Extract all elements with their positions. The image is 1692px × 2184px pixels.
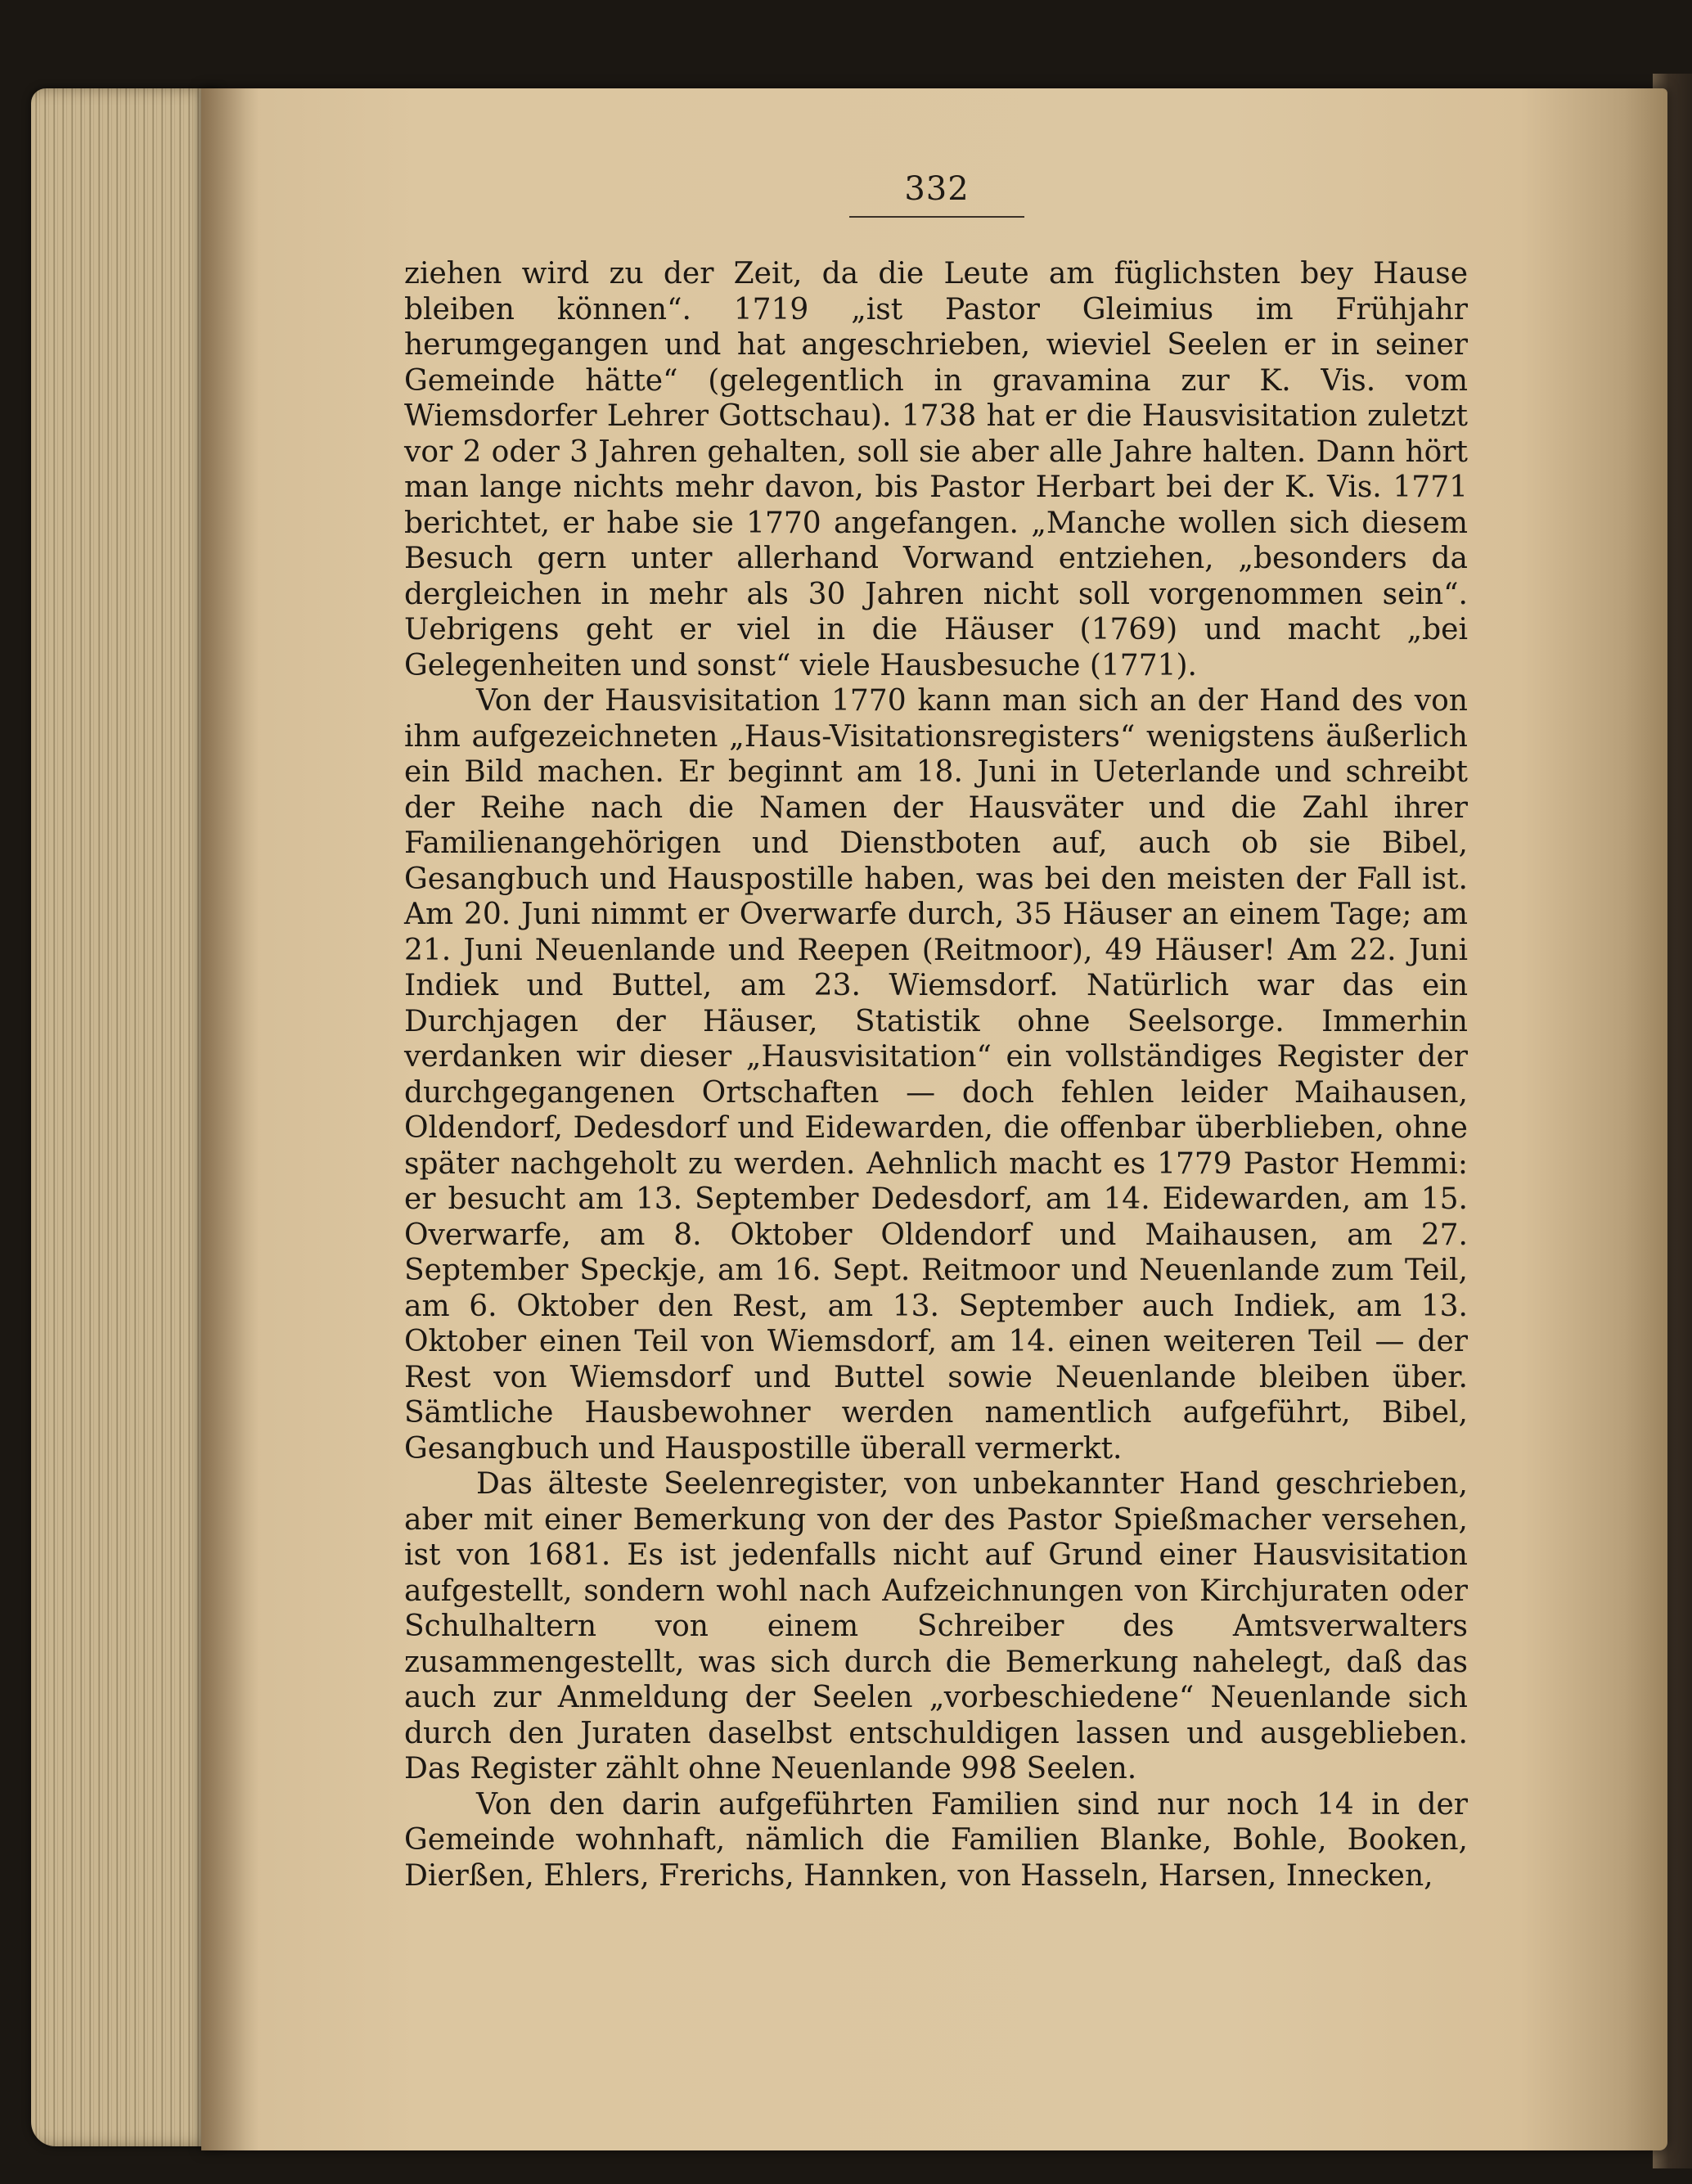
paragraph-1: ziehen wird zu der Zeit, da die Leute am füglichsten bey Hause bleiben können“. 1719 „ist Pastor Gleimius im Frühjahr herumgegangen und hat angeschrieben, wieviel Seelen er in seiner Gemeinde hätte“ (gelegentlich in gravamina zur K. Vis. vom Wiemsdorfer Lehrer Gottschau). 1738 hat er die Hausvisitation zuletzt vor 2 oder 3 Jahren gehalten, soll sie aber alle Jahre halten. Dann hört man lange nichts mehr davon, bis Pastor Herbart bei der K. Vis. 1771 berichtet, er habe sie 1770 angefangen. „Manche wollen sich diesem Besuch gern unter allerhand Vorwand entziehen, „besonders da dergleichen in mehr als 30 Jahren nicht soll vorgenommen sein“. Uebrigens geht er viel in die Häuser (1769) und macht „bei Gelegenheiten und sonst“ viele Hausbesuche (1771). bbox=[404, 257, 1468, 682]
paragraph-4: Von den darin aufgeführten Familien sind nur noch 14 in der Gemeinde wohnhaft, nämlich die Familien Blanke, Bohle, Booken, Dierßen, Ehlers, Frerichs, Hannken, von Hasseln, Harsen, Innecken, bbox=[404, 1787, 1468, 1893]
spine-shadow bbox=[201, 88, 259, 2150]
page-number: 332 bbox=[904, 170, 970, 208]
paragraph-3: Das älteste Seelenregister, von unbekannter Hand geschrieben, aber mit einer Bemerkung von der des Pastor Spießmacher versehen, ist von 1681. Es ist jedenfalls nicht auf Grund einer Hausvisitation aufgestellt, sondern wohl nach Aufzeichnungen von Kirchjuraten oder Schulhaltern von einem Schreiber des Amtsverwalters zusammengestellt, was sich durch die Bemerkung nahelegt, daß das auch zur Anmeldung der Seelen „vorbeschiedene“ Neuenlande sich durch den Juraten daselbst entschuldigen lassen und ausgeblieben. Das Register zählt ohne Neuenlande 998 Seelen. bbox=[404, 1467, 1468, 1785]
header-rule bbox=[849, 216, 1024, 218]
paragraph-2: Von der Hausvisitation 1770 kann man sich an der Hand des von ihm aufgezeichneten „Haus-Visitationsregisters“ wenigstens äußerlich ein Bild machen. Er beginnt am 18. Juni in Ueterlande und schreibt der Reihe nach die Namen der Hausväter und die Zahl ihrer Familienangehörigen und Dienstboten auf, auch ob sie Bibel, Gesangbuch und Hauspostille haben, was bei den meisten der Fall ist. Am 20. Juni nimmt er Overwarfe durch, 35 Häuser an einem Tage; am 21. Juni Neuenlande und Reepen (Reitmoor), 49 Häuser! Am 22. Juni Indiek und Buttel, am 23. Wiemsdorf. Natürlich war das ein Durchjagen der Häuser, Statistik ohne Seelsorge. Immerhin verdanken wir dieser „Hausvisitation“ ein vollständiges Register der durchgegangenen Ortschaften — doch fehlen leider Maihausen, Oldendorf, Dedesdorf und Eidewarden, die offenbar überblieben, ohne später nachgeholt zu werden. Aehnlich macht es 1779 Pastor Hemmi: er besucht am 13. September Dedesdorf, am 14. Eidewarden, am 15. Overwarfe, am 8. Oktober Oldendorf und Maihausen, am 27. September Speckje, am 16. Sept. Reitmoor und Neuenlande zum Teil, am 6. Oktober den Rest, am 13. September auch Indiek, am 13. Oktober einen Teil von Wiemsdorf, am 14. einen weiteren Teil — der Rest von Wiemsdorf und Buttel sowie Neuenlande bleiben über. Sämtliche Hausbewohner werden namentlich aufgeführt, Bibel, Gesangbuch und Hauspostille überall vermerkt. bbox=[404, 684, 1468, 1466]
page-body bbox=[404, 256, 1468, 1894]
page-stack-edges bbox=[31, 88, 219, 2146]
